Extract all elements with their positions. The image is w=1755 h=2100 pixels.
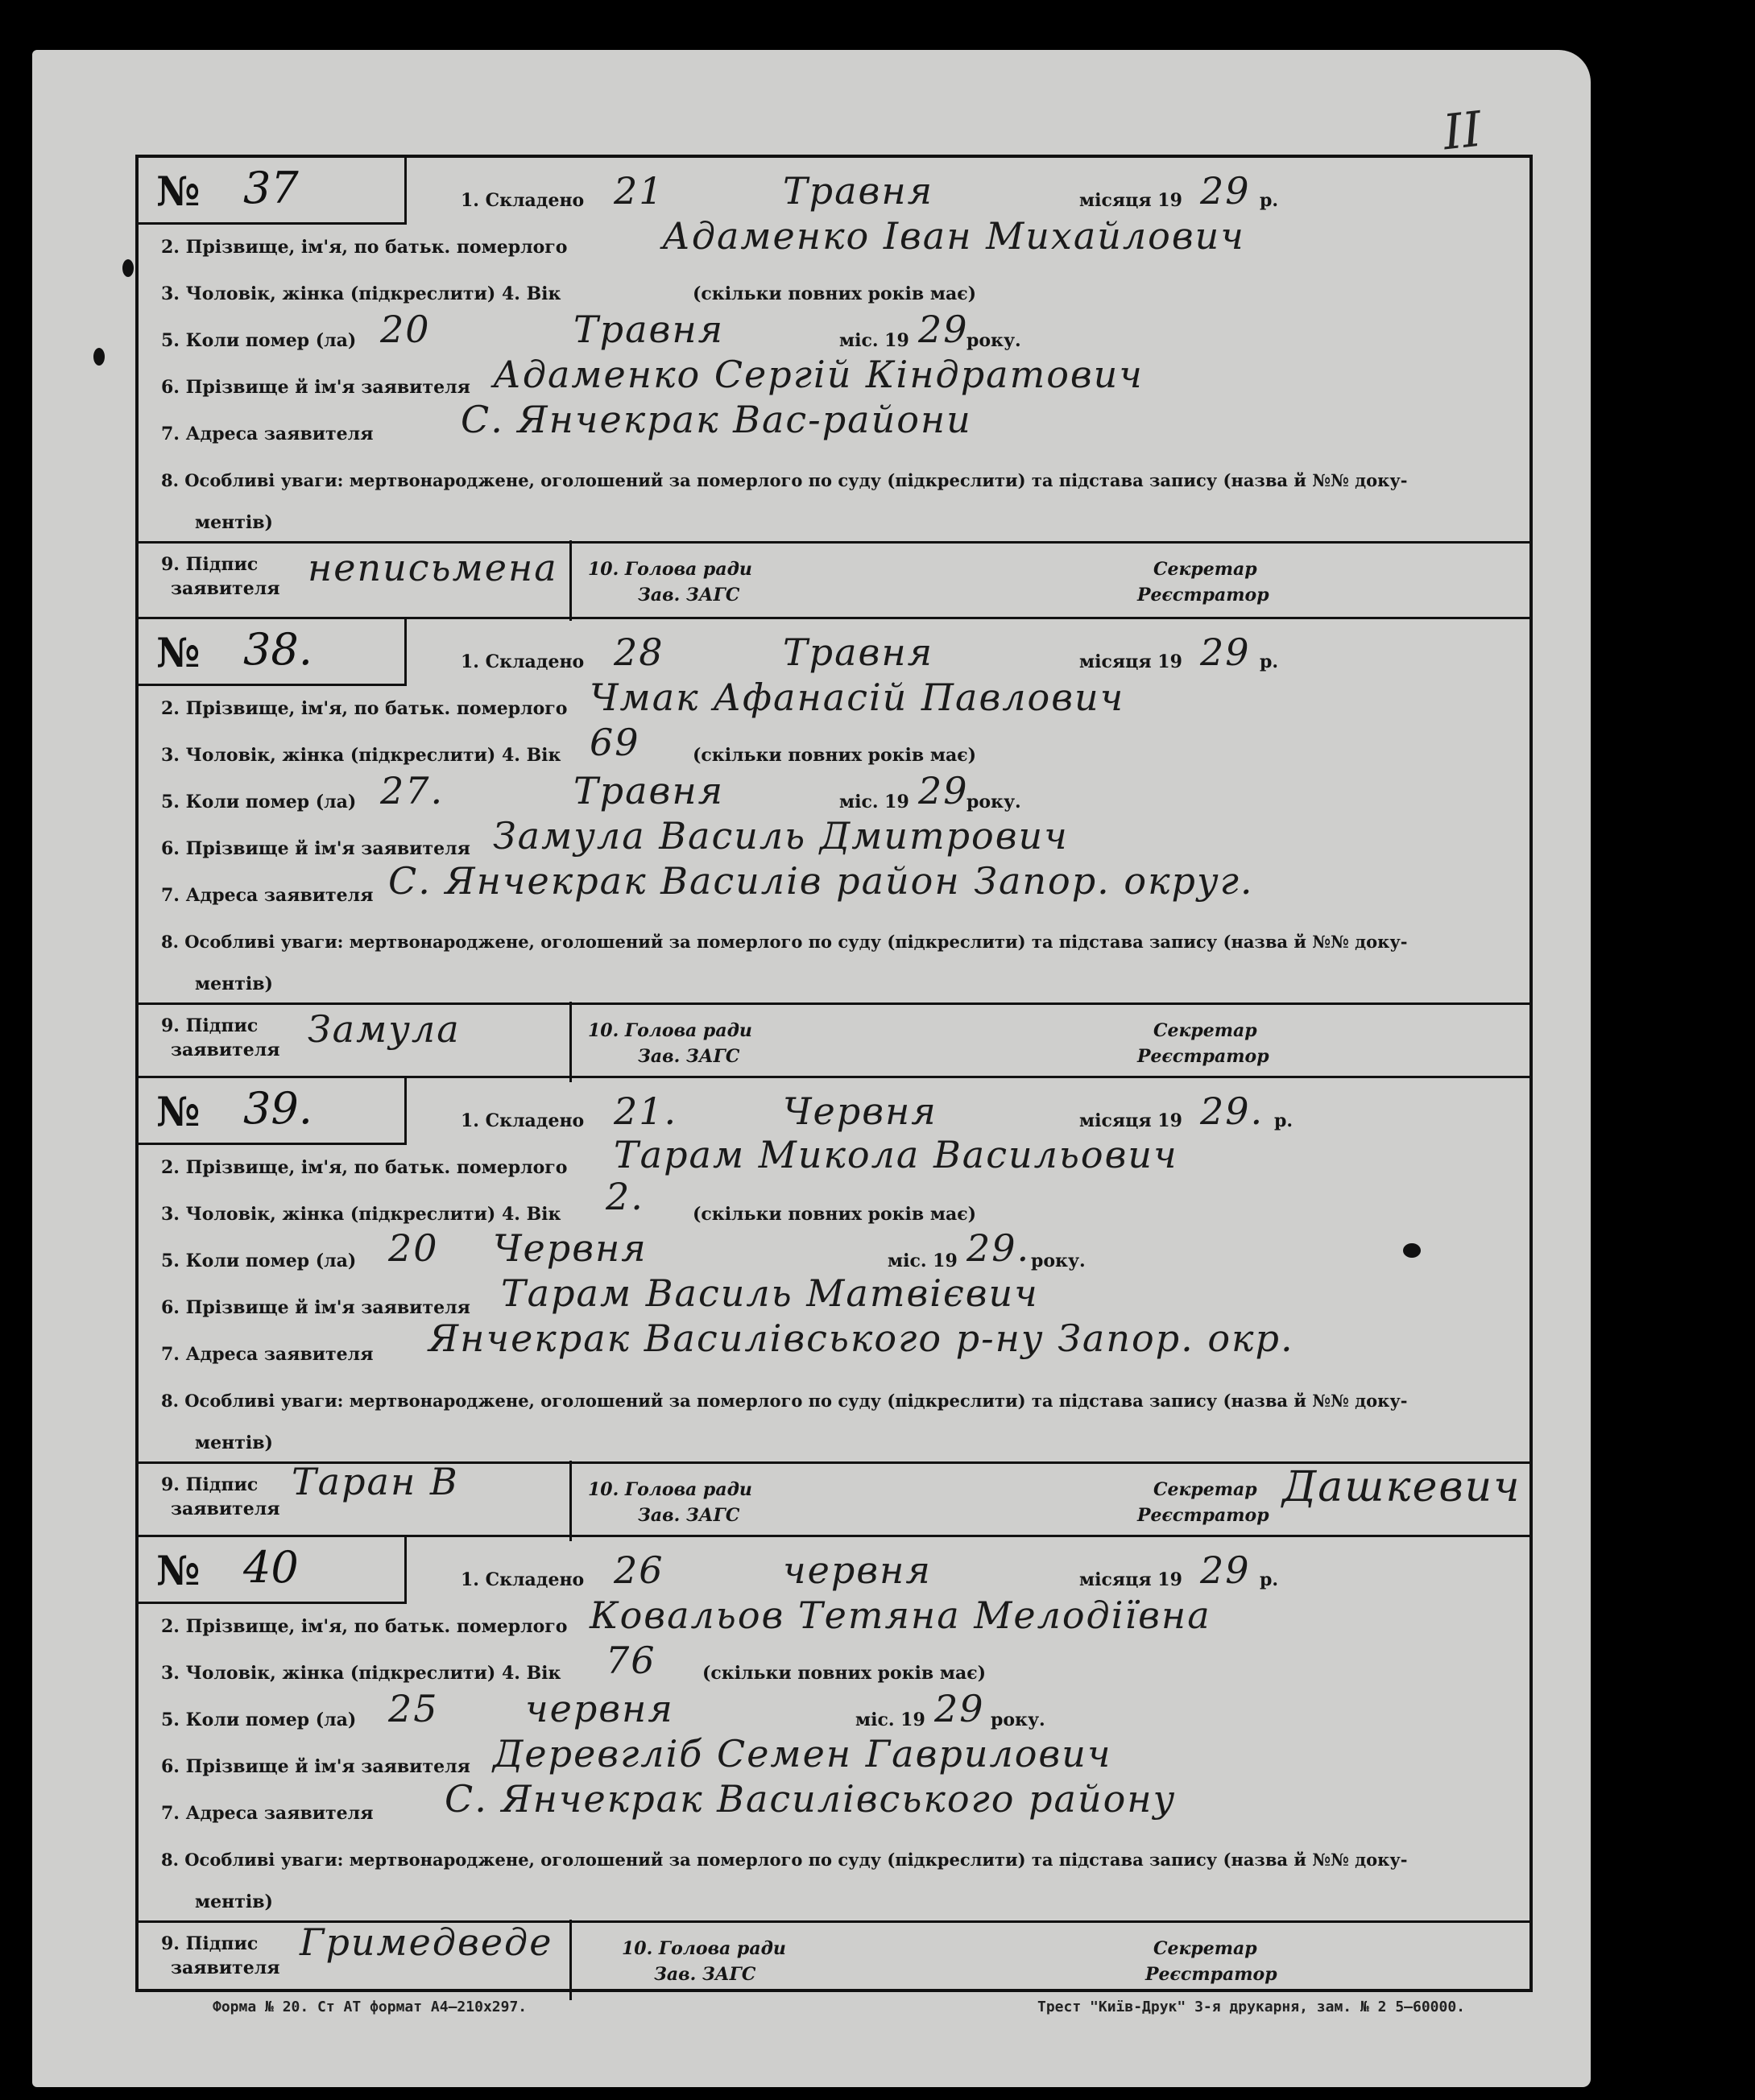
notes-cont: ментів): [195, 1432, 273, 1453]
applicant-address: С. Янчекрак Вас-райони: [461, 398, 972, 441]
month-label: місяця 19: [1079, 190, 1182, 211]
number-sign: №: [156, 167, 201, 215]
deceased-name: Чмак Афанасій Павлович: [590, 676, 1125, 719]
applicant-signature: Гримедведе: [300, 1920, 553, 1964]
roku-label: року.: [966, 792, 1021, 812]
death-register-form: [135, 155, 1533, 1992]
death-year: 29: [918, 308, 969, 351]
applicant-signature: Замула: [308, 1007, 461, 1051]
record-number-box: [139, 1078, 407, 1145]
record-40: [139, 1535, 1529, 1998]
sign-label: 9. Підпис: [161, 1015, 259, 1036]
applicant-label: 6. Прізвище й ім'я заявителя: [161, 838, 470, 859]
address-label: 7. Адреса заявителя: [161, 1803, 374, 1824]
death-year: 29: [918, 769, 969, 812]
composed-label: 1. Складено: [461, 1110, 585, 1131]
registrar-label: Реєстратор: [1137, 1505, 1269, 1526]
years-note: (скільки повних років має): [693, 1204, 977, 1225]
sex-age-label: 3. Чоловік, жінка (підкреслити) 4. Вік: [161, 283, 561, 304]
death-day: 27.: [380, 769, 445, 812]
applicant-name: Деревгліб Семен Гаврилович: [493, 1732, 1112, 1775]
composed-year: 29: [1200, 169, 1251, 213]
notes-label: 8. Особливі уваги: мертвонароджене, оголошений за померлого по суду (підкреслити) та підстава запису (назва й №№ доку-: [161, 1850, 1408, 1870]
head-label: 10. Голова ради: [588, 1020, 752, 1041]
punch-hole: [122, 259, 134, 277]
composed-day: 21.: [614, 1089, 678, 1133]
applicant-label: 6. Прізвище й ім'я заявителя: [161, 1297, 470, 1318]
roku-label: року.: [1031, 1250, 1086, 1271]
sign-separator: [569, 1002, 572, 1082]
deceased-label: 2. Прізвище, ім'я, по батьк. померлого: [161, 1157, 568, 1178]
year-suffix: р.: [1260, 651, 1279, 672]
roku-label: року.: [991, 1709, 1045, 1730]
composed-label: 1. Складено: [461, 190, 585, 211]
head-label: 10. Голова ради: [588, 559, 752, 580]
composed-month: Травня: [783, 169, 934, 213]
month-label: місяця 19: [1079, 1110, 1182, 1131]
deceased-name: Адаменко Іван Михайлович: [662, 214, 1245, 258]
composed-month: Червня: [783, 1089, 938, 1133]
death-year: 29: [934, 1687, 985, 1730]
year-suffix: р.: [1260, 190, 1279, 211]
punch-hole: [93, 348, 105, 366]
record-number-box: [139, 1537, 407, 1604]
years-note: (скільки повних років має): [693, 283, 977, 304]
mis-label: міс. 19: [839, 330, 909, 351]
sign-separator: [569, 1461, 572, 1541]
sex-age-label: 3. Чоловік, жінка (підкреслити) 4. Вік: [161, 1204, 561, 1225]
sign-label: 9. Підпис: [161, 1474, 259, 1495]
death-month: червня: [525, 1687, 674, 1730]
record-39: [139, 1076, 1529, 1537]
death-month: Червня: [493, 1226, 648, 1270]
applicant-label: 6. Прізвище й ім'я заявителя: [161, 1756, 470, 1777]
applicant-address: С. Янчекрак Василів район Запор. округ.: [388, 859, 1254, 903]
zags-label: Зав. ЗАГС: [654, 1964, 756, 1985]
divider: [139, 541, 1529, 544]
mis-label: міс. 19: [888, 1250, 958, 1271]
head-label: 10. Голова ради: [588, 1479, 752, 1500]
secretary-label: Секретар: [1153, 1020, 1257, 1041]
year-suffix: р.: [1260, 1569, 1279, 1590]
applicant-name: Адаменко Сергій Кіндратович: [493, 353, 1144, 396]
age-value: 76: [606, 1639, 656, 1682]
composed-label: 1. Складено: [461, 651, 585, 672]
died-when-label: 5. Коли помер (ла): [161, 792, 357, 812]
mis-label: міс. 19: [855, 1709, 925, 1730]
death-year: 29.: [966, 1226, 1031, 1270]
registrar-label: Реєстратор: [1145, 1964, 1277, 1985]
record-number: 38.: [243, 624, 313, 675]
month-label: місяця 19: [1079, 651, 1182, 672]
notes-cont: ментів): [195, 1891, 273, 1912]
composed-month: Травня: [783, 630, 934, 674]
age-value: 2.: [606, 1175, 644, 1218]
address-label: 7. Адреса заявителя: [161, 1344, 374, 1365]
died-when-label: 5. Коли помер (ла): [161, 1709, 357, 1730]
sex-age-label: 3. Чоловік, жінка (підкреслити) 4. Вік: [161, 745, 561, 766]
applicant-signature: Таран В: [292, 1460, 459, 1503]
sex-age-label: 3. Чоловік, жінка (підкреслити) 4. Вік: [161, 1663, 561, 1684]
zags-label: Зав. ЗАГС: [638, 585, 740, 606]
deceased-name: Тарам Микола Васильович: [614, 1133, 1178, 1176]
death-month: Травня: [573, 308, 725, 351]
died-when-label: 5. Коли помер (ла): [161, 330, 357, 351]
head-label: 10. Голова ради: [622, 1938, 786, 1959]
number-sign: №: [156, 629, 201, 676]
secretary-label: Секретар: [1153, 1938, 1257, 1959]
deceased-label: 2. Прізвище, ім'я, по батьк. померлого: [161, 237, 568, 258]
number-sign: №: [156, 1088, 201, 1135]
sign-separator: [569, 540, 572, 621]
registrar-signature: Дашкевич: [1282, 1463, 1521, 1511]
composed-year: 29.: [1200, 1089, 1265, 1133]
notes-label: 8. Особливі уваги: мертвонароджене, оголошений за померлого по суду (підкреслити) та підстава запису (назва й №№ доку-: [161, 1391, 1408, 1411]
mis-label: міс. 19: [839, 792, 909, 812]
composed-day: 21: [614, 169, 664, 213]
record-37: [139, 158, 1529, 617]
divider: [139, 1002, 1529, 1005]
applicant-address: С. Янчекрак Василівського району: [445, 1777, 1177, 1821]
years-note: (скільки повних років має): [693, 745, 977, 766]
applicant-label: 6. Прізвище й ім'я заявителя: [161, 377, 470, 398]
address-label: 7. Адреса заявителя: [161, 424, 374, 444]
deceased-label: 2. Прізвище, ім'я, по батьк. померлого: [161, 1616, 568, 1637]
notes-cont: ментів): [195, 974, 273, 994]
composed-month: червня: [783, 1548, 932, 1592]
death-day: 20: [380, 308, 431, 351]
death-day: 20: [388, 1226, 439, 1270]
registrar-label: Реєстратор: [1137, 585, 1269, 606]
applicant-address: Янчекрак Василівського р-ну Запор. окр.: [428, 1317, 1294, 1360]
composed-year: 29: [1200, 630, 1251, 674]
years-note: (скільки повних років має): [702, 1663, 987, 1684]
applicant-signature: неписьмена: [308, 546, 558, 589]
applicant-name: Тарам Василь Матвієвич: [501, 1271, 1039, 1315]
address-label: 7. Адреса заявителя: [161, 885, 374, 906]
number-sign: №: [156, 1547, 201, 1594]
footer-form-info: Форма № 20. Ст АТ формат А4—210х297.: [213, 1999, 528, 2015]
death-month: Травня: [573, 769, 725, 812]
sign-label: 9. Підпис: [161, 554, 259, 575]
record-number: 39.: [243, 1083, 313, 1134]
sign-label: 9. Підпис: [161, 1933, 259, 1954]
month-label: місяця 19: [1079, 1569, 1182, 1590]
sign-label-2: заявителя: [171, 1040, 280, 1060]
composed-label: 1. Складено: [461, 1569, 585, 1590]
age-value: 69: [590, 721, 640, 764]
year-suffix: р.: [1274, 1110, 1293, 1131]
applicant-name: Замула Василь Дмитрович: [493, 814, 1069, 858]
notes-cont: ментів): [195, 512, 273, 533]
composed-day: 28: [614, 630, 664, 674]
record-number: 40: [243, 1542, 299, 1593]
notes-label: 8. Особливі уваги: мертвонароджене, оголошений за померлого по суду (підкреслити) та підстава запису (назва й №№ доку-: [161, 932, 1408, 952]
sign-separator: [569, 1920, 572, 2000]
record-38: [139, 617, 1529, 1078]
deceased-name: Ковальов Тетяна Мелодіївна: [590, 1594, 1211, 1637]
roku-label: року.: [966, 330, 1021, 351]
sign-label-2: заявителя: [171, 1957, 280, 1978]
record-number-box: [139, 158, 407, 225]
footer-printer-info: Трест "Київ-Друк" 3-я друкарня, зам. № 2 5—60000.: [1037, 1999, 1466, 2015]
deceased-label: 2. Прізвище, ім'я, по батьк. померлого: [161, 698, 568, 719]
secretary-label: Секретар: [1153, 559, 1257, 580]
zags-label: Зав. ЗАГС: [638, 1046, 740, 1067]
page-number-mark: II: [1440, 101, 1484, 162]
died-when-label: 5. Коли помер (ла): [161, 1250, 357, 1271]
zags-label: Зав. ЗАГС: [638, 1505, 740, 1526]
notes-label: 8. Особливі уваги: мертвонароджене, оголошений за померлого по суду (підкреслити) та підстава запису (назва й №№ доку-: [161, 470, 1408, 490]
composed-year: 29: [1200, 1548, 1251, 1592]
registrar-label: Реєстратор: [1137, 1046, 1269, 1067]
composed-day: 26: [614, 1548, 664, 1592]
sign-label-2: заявителя: [171, 1499, 280, 1519]
secretary-label: Секретар: [1153, 1479, 1257, 1500]
sign-label-2: заявителя: [171, 578, 280, 599]
record-number: 37: [243, 163, 299, 213]
record-number-box: [139, 619, 407, 686]
death-day: 25: [388, 1687, 439, 1730]
